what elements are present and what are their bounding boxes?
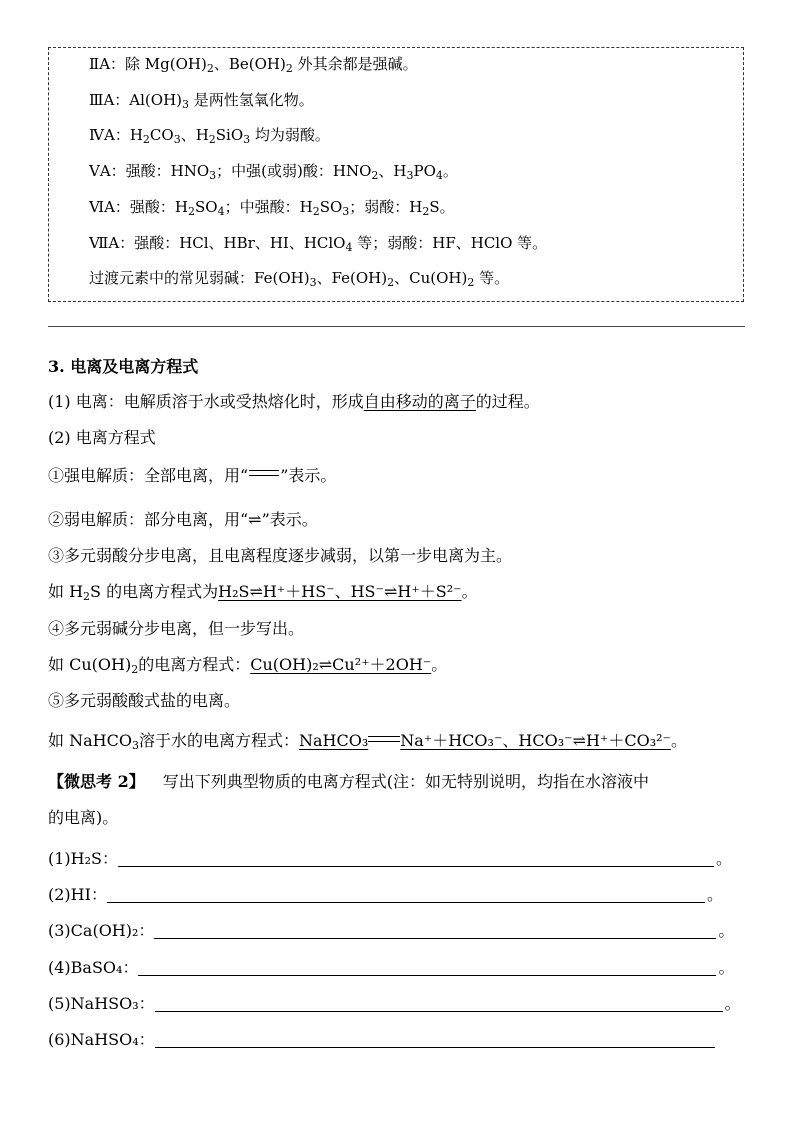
paragraph-acid-salt: ⑤多元弱酸酸式盐的电离。 bbox=[48, 691, 241, 710]
paragraph-polyprotic-acid: ③多元弱酸分步电离，且电离程度逐步减弱，以第一步电离为主。 bbox=[48, 546, 513, 565]
section-title: 3. 电离及电离方程式 bbox=[48, 357, 199, 376]
box-line-viia: ⅦA：强酸：HCl、HBr、HI、HClO$_4$ 等；弱酸：HF、HClO 等。 bbox=[89, 234, 548, 254]
answer-blank[interactable] bbox=[138, 961, 716, 976]
answer-blank[interactable] bbox=[107, 888, 705, 903]
exercise-item-2: (2)HI： 。 bbox=[48, 885, 723, 904]
think-label: 【微思考 2】 bbox=[48, 772, 145, 791]
exercise-item-6: (6)NaHSO₄： bbox=[48, 1029, 717, 1051]
answer-blank[interactable] bbox=[155, 1033, 715, 1048]
exercise-item-5: (5)NaHSO₃： 。 bbox=[48, 994, 741, 1013]
exercise-item-4: (4)BaSO₄： 。 bbox=[48, 958, 735, 977]
h2s-equation-answer: H₂S⇌H⁺＋HS⁻、HS⁻⇌H⁺＋S²⁻ bbox=[218, 582, 462, 601]
box-line-va: ⅤA：强酸：$HNO_3$；中强(或弱)酸：$HNO_2$、$H_3PO_4$。 bbox=[89, 162, 458, 182]
box-line-iiia: ⅢA：$Al(OH)_3$ 是两性氢氧化物。 bbox=[89, 91, 314, 111]
nahco3-equation-answer: NaHCO₃ Na⁺＋HCO₃⁻、HCO₃⁻⇌H⁺＋CO₃²⁻ bbox=[298, 731, 672, 750]
box-line-iia: ⅡA：除 $Mg(OH)_2$、$Be(OH)_2$ 外其余都是强碱。 bbox=[89, 55, 418, 75]
exercise-item-1: (1)H₂S： 。 bbox=[48, 849, 733, 868]
exercise-item-3: (3)Ca(OH)₂： 。 bbox=[48, 921, 735, 940]
think-question-cont: 的电离)。 bbox=[48, 808, 119, 827]
paragraph-polybasic: ④多元弱碱分步电离，但一步写出。 bbox=[48, 619, 305, 638]
box-line-via: ⅥA：强酸：$H_2SO_4$；中强酸：$H_2SO_3$；弱酸：$H_2S$。 bbox=[89, 198, 455, 218]
think-question: 【微思考 2】 写出下列典型物质的电离方程式(注：如无特别说明，均指在水溶液中 bbox=[48, 772, 649, 791]
box-line-transition: 过渡元素中的常见弱碱：$Fe(OH)_3$、$Fe(OH)_2$、$Cu(OH)_2$ 等。 bbox=[89, 269, 510, 289]
box-line-iva: ⅣA：$H_2CO_3$、$H_2SiO_3$ 均为弱酸。 bbox=[89, 126, 330, 146]
paragraph-cuoh2-example: 如 $Cu(OH)_2$的电离方程式：Cu(OH)₂⇌Cu²⁺＋2OH⁻。 bbox=[48, 655, 448, 676]
underlined-answer: 自由移动的离子 bbox=[363, 392, 476, 411]
section-divider bbox=[48, 326, 745, 327]
paragraph-h2s-example: 如 $H_2S$ 的电离方程式为H₂S⇌H⁺＋HS⁻、HS⁻⇌H⁺＋S²⁻。 bbox=[48, 582, 478, 603]
summary-box bbox=[48, 47, 744, 302]
answer-blank[interactable] bbox=[155, 997, 723, 1012]
equal-sign-symbol bbox=[249, 470, 279, 476]
paragraph-strong-electrolyte: ①强电解质：全部电离，用“ ”表示。 bbox=[48, 466, 337, 485]
cuoh2-equation-answer: Cu(OH)₂⇌Cu²⁺＋2OH⁻ bbox=[250, 655, 432, 674]
paragraph-nahco3-example: 如 NaHCO$_3$溶于水的电离方程式：NaHCO₃ Na⁺＋HCO₃⁻、HCO₃⁻⇌H⁺＋CO₃²⁻。 bbox=[48, 731, 688, 752]
paragraph-weak-electrolyte: ②弱电解质：部分电离，用“⇌”表示。 bbox=[48, 510, 318, 529]
answer-blank[interactable] bbox=[118, 852, 714, 867]
answer-blank[interactable] bbox=[154, 924, 716, 939]
equal-sign-symbol bbox=[368, 736, 400, 742]
paragraph-equation-heading: (2) 电离方程式 bbox=[48, 428, 156, 447]
paragraph-ionization: (1) 电离：电解质溶于水或受热熔化时，形成自由移动的离子的过程。 bbox=[48, 392, 540, 411]
